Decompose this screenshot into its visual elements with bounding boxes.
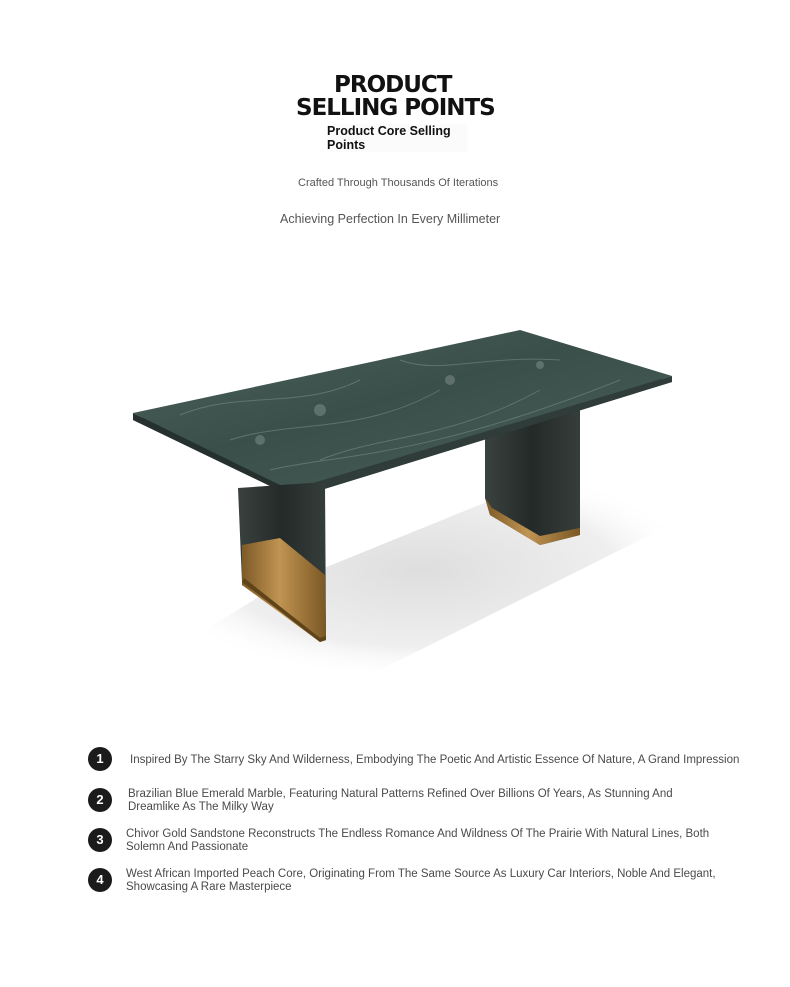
table-illustration (120, 320, 710, 700)
page-title (296, 74, 516, 120)
page-title-line1: PRODUCT (334, 72, 452, 98)
feature-text: Inspired By The Starry Sky And Wilderness, Embodying The Poetic And Artistic Essence Of Nature, A Grand Impression (130, 754, 740, 766)
feature-number-badge: 2 (88, 788, 112, 812)
page-title-line2: SELLING POINTS (296, 95, 495, 121)
feature-number-badge: 3 (88, 828, 112, 852)
motto: Achieving Perfection In Every Millimeter (280, 212, 501, 226)
feature-text: Chivor Gold Sandstone Reconstructs The Endless Romance And Wildness Of The Prairie With Natural Lines, Both Solemn And Passionate (126, 828, 710, 853)
feature-number-badge: 1 (88, 747, 112, 771)
page-subtitle: Product Core Selling Points (327, 124, 467, 152)
feature-text: Brazilian Blue Emerald Marble, Featuring Natural Patterns Refined Over Billions Of Years, As Stunning And Dreamlike As The Milky Way (128, 788, 673, 813)
product-image (120, 320, 710, 700)
feature-number-badge: 4 (88, 868, 112, 892)
tagline: Crafted Through Thousands Of Iterations (298, 177, 499, 189)
feature-text: West African Imported Peach Core, Originating From The Same Source As Luxury Car Interiors, Noble And Elegant, Showcasing A Rare Masterpiece (126, 868, 716, 893)
title-block (296, 74, 516, 120)
floor-shadow (140, 460, 700, 680)
